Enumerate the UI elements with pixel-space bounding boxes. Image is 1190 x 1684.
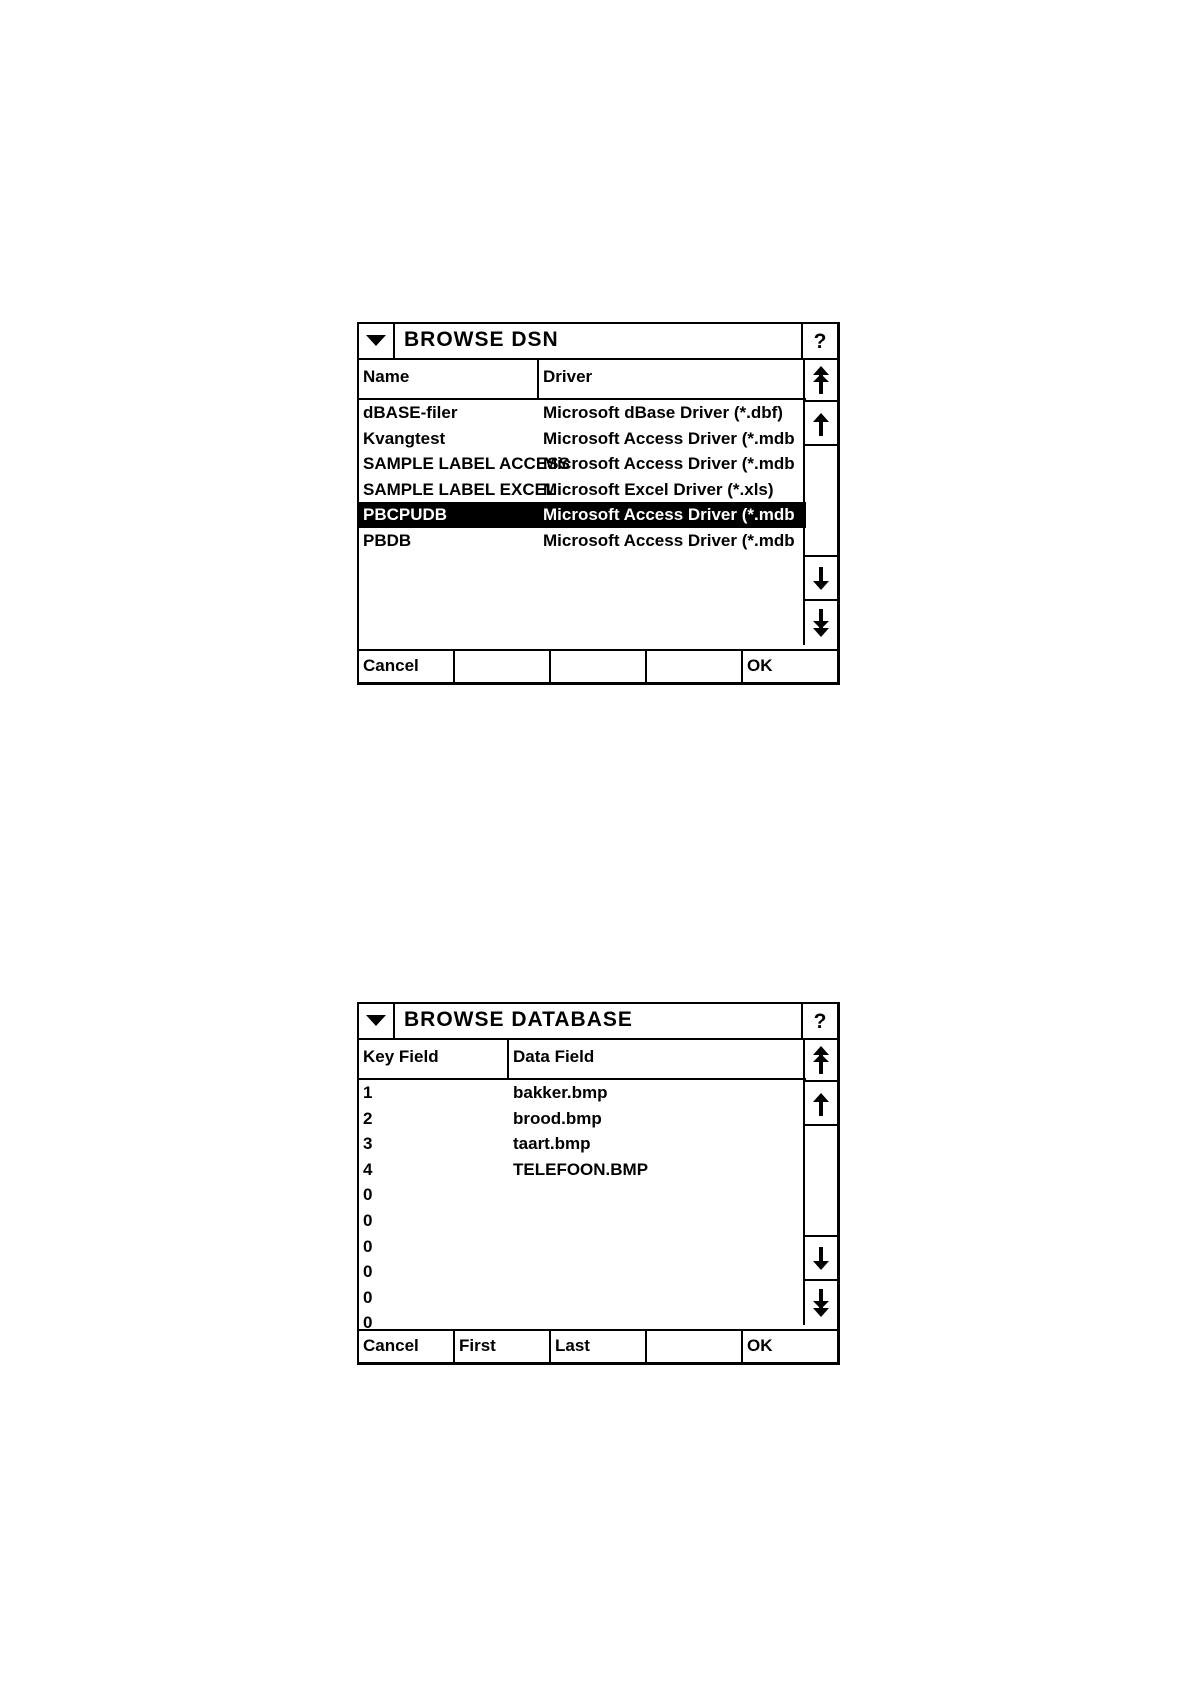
- dsn-list[interactable]: [359, 400, 806, 644]
- dsn-row[interactable]: [359, 477, 806, 503]
- help-button[interactable]: ?: [801, 1004, 837, 1038]
- column-header-row: [359, 1040, 806, 1080]
- dsn-name-cell: PBDB: [363, 530, 412, 550]
- cancel-button[interactable]: Cancel: [359, 1331, 455, 1362]
- footer-button-4[interactable]: [647, 651, 743, 682]
- database-row[interactable]: [359, 1106, 806, 1132]
- column-header-driver[interactable]: Driver: [543, 367, 593, 386]
- column-header-key-field[interactable]: Key Field: [359, 1040, 509, 1078]
- dsn-name-cell: dBASE-filer: [363, 403, 458, 422]
- scroll-down-button[interactable]: [805, 555, 837, 599]
- column-header-data-field[interactable]: Data Field: [513, 1047, 595, 1066]
- key-field-cell: 3: [363, 1134, 373, 1154]
- database-row[interactable]: [359, 1182, 806, 1208]
- dsn-driver-cell: Microsoft dBase Driver (*.dbf): [543, 403, 783, 422]
- dsn-name-cell: SAMPLE LABEL ACCESS: [363, 454, 570, 474]
- data-field-cell: [509, 1234, 806, 1260]
- key-field-cell: 0: [363, 1313, 373, 1333]
- database-row[interactable]: [359, 1208, 806, 1234]
- key-field-cell: 4: [363, 1159, 373, 1179]
- dsn-row[interactable]: [359, 400, 806, 426]
- menu-button[interactable]: [359, 1004, 395, 1038]
- scroll-bottom-button[interactable]: [805, 599, 837, 643]
- footer-button-4[interactable]: [647, 1331, 743, 1362]
- key-field-cell: 2: [363, 1108, 373, 1128]
- scroll-up-button[interactable]: [805, 402, 837, 446]
- column-header-row: [359, 360, 806, 400]
- dsn-row[interactable]: [359, 451, 806, 477]
- key-field-cell: 1: [363, 1083, 373, 1102]
- footer-buttons: [359, 1329, 837, 1362]
- database-row[interactable]: [359, 1234, 806, 1260]
- data-field-cell: TELEFOON.BMP: [513, 1159, 649, 1179]
- scroll-up-button[interactable]: [805, 1082, 837, 1126]
- first-button[interactable]: First: [455, 1331, 551, 1362]
- dsn-driver-cell: Microsoft Excel Driver (*.xls): [543, 479, 774, 499]
- browse-dsn-dialog: [357, 322, 840, 685]
- database-row[interactable]: [359, 1157, 806, 1183]
- browse-database-dialog: [357, 1002, 840, 1365]
- cancel-button[interactable]: Cancel: [359, 651, 455, 682]
- scrollbar[interactable]: [803, 1038, 837, 1325]
- scroll-top-button[interactable]: [805, 358, 837, 402]
- arrow-down-icon: [811, 1244, 831, 1274]
- column-header-name[interactable]: Name: [359, 360, 539, 398]
- dsn-row[interactable]: [359, 528, 806, 554]
- key-field-cell: 0: [363, 1236, 373, 1256]
- footer-buttons: [359, 649, 837, 682]
- data-field-cell: brood.bmp: [513, 1108, 602, 1128]
- key-field-cell: 0: [363, 1185, 373, 1205]
- scroll-bottom-button[interactable]: [805, 1279, 837, 1323]
- arrow-down-icon: [811, 564, 831, 594]
- data-field-cell: [509, 1259, 806, 1285]
- database-row[interactable]: [359, 1080, 806, 1106]
- footer-button-2[interactable]: [455, 651, 551, 682]
- key-field-cell: 0: [363, 1262, 373, 1282]
- double-arrow-up-icon: [811, 1045, 831, 1075]
- dsn-driver-cell: Microsoft Access Driver (*.mdb: [543, 505, 795, 525]
- triangle-down-icon: [366, 335, 386, 347]
- dsn-driver-cell: Microsoft Access Driver (*.mdb: [543, 530, 795, 550]
- ok-button[interactable]: OK: [747, 656, 773, 675]
- help-button[interactable]: ?: [801, 324, 837, 358]
- database-row[interactable]: [359, 1259, 806, 1285]
- scroll-top-button[interactable]: [805, 1038, 837, 1082]
- double-arrow-down-icon: [811, 1288, 831, 1318]
- menu-button[interactable]: [359, 324, 395, 358]
- dsn-driver-cell: Microsoft Access Driver (*.mdb: [543, 428, 795, 448]
- title-bar: [359, 1004, 837, 1040]
- data-field-cell: [509, 1285, 806, 1311]
- last-button[interactable]: Last: [551, 1331, 647, 1362]
- data-field-cell: [509, 1182, 806, 1208]
- double-arrow-up-icon: [811, 365, 831, 395]
- scrollbar[interactable]: [803, 358, 837, 645]
- arrow-up-icon: [811, 409, 831, 439]
- dsn-driver-cell: Microsoft Access Driver (*.mdb: [543, 454, 795, 474]
- dsn-name-cell: Kvangtest: [363, 428, 446, 448]
- dsn-row[interactable]: [359, 426, 806, 452]
- double-arrow-down-icon: [811, 608, 831, 638]
- dialog-title: BROWSE DATABASE: [404, 1008, 633, 1031]
- footer-button-3[interactable]: [551, 651, 647, 682]
- data-field-cell: [509, 1208, 806, 1234]
- data-field-cell: taart.bmp: [513, 1134, 591, 1154]
- dsn-row[interactable]: [359, 502, 806, 528]
- dialog-title: BROWSE DSN: [404, 328, 559, 351]
- database-row[interactable]: [359, 1131, 806, 1157]
- scroll-down-button[interactable]: [805, 1235, 837, 1279]
- key-field-cell: 0: [363, 1210, 373, 1230]
- key-field-cell: 0: [363, 1287, 373, 1307]
- ok-button[interactable]: OK: [747, 1336, 773, 1355]
- database-row[interactable]: [359, 1285, 806, 1311]
- title-bar: [359, 324, 837, 360]
- dsn-name-cell: PBCPUDB: [363, 505, 448, 525]
- triangle-down-icon: [366, 1015, 386, 1027]
- dsn-name-cell: SAMPLE LABEL EXCEL: [363, 479, 557, 499]
- data-field-cell: bakker.bmp: [513, 1083, 608, 1102]
- arrow-up-icon: [811, 1089, 831, 1119]
- database-record-list[interactable]: [359, 1080, 806, 1333]
